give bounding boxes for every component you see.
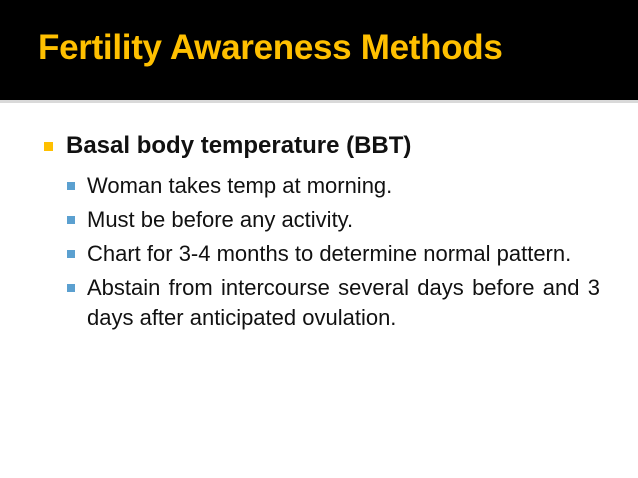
sub-bullet-text: Chart for 3-4 months to determine normal pattern. [87, 241, 572, 266]
sub-bullet-text: Must be before any activity. [87, 207, 354, 232]
sub-bullet [64, 171, 600, 201]
square-bullet-icon [67, 216, 75, 224]
title-divider [0, 100, 638, 103]
sub-bullet-list [64, 171, 600, 337]
sub-bullet-text: Abstain from intercourse several days before and 3 days after anticipated ovulation. [87, 275, 600, 330]
main-bullet-text: Basal body temperature (BBT) [66, 132, 412, 159]
sub-bullet [64, 273, 600, 333]
sub-bullet [64, 239, 600, 269]
square-bullet-icon [67, 250, 75, 258]
slide-title: Fertility Awareness Methods [38, 28, 503, 67]
title-bar [0, 0, 638, 100]
square-bullet-icon [67, 284, 75, 292]
sub-bullet-text: Woman takes temp at morning. [87, 173, 393, 198]
square-bullet-icon [67, 182, 75, 190]
square-bullet-icon [44, 142, 53, 151]
sub-bullet [64, 205, 600, 235]
